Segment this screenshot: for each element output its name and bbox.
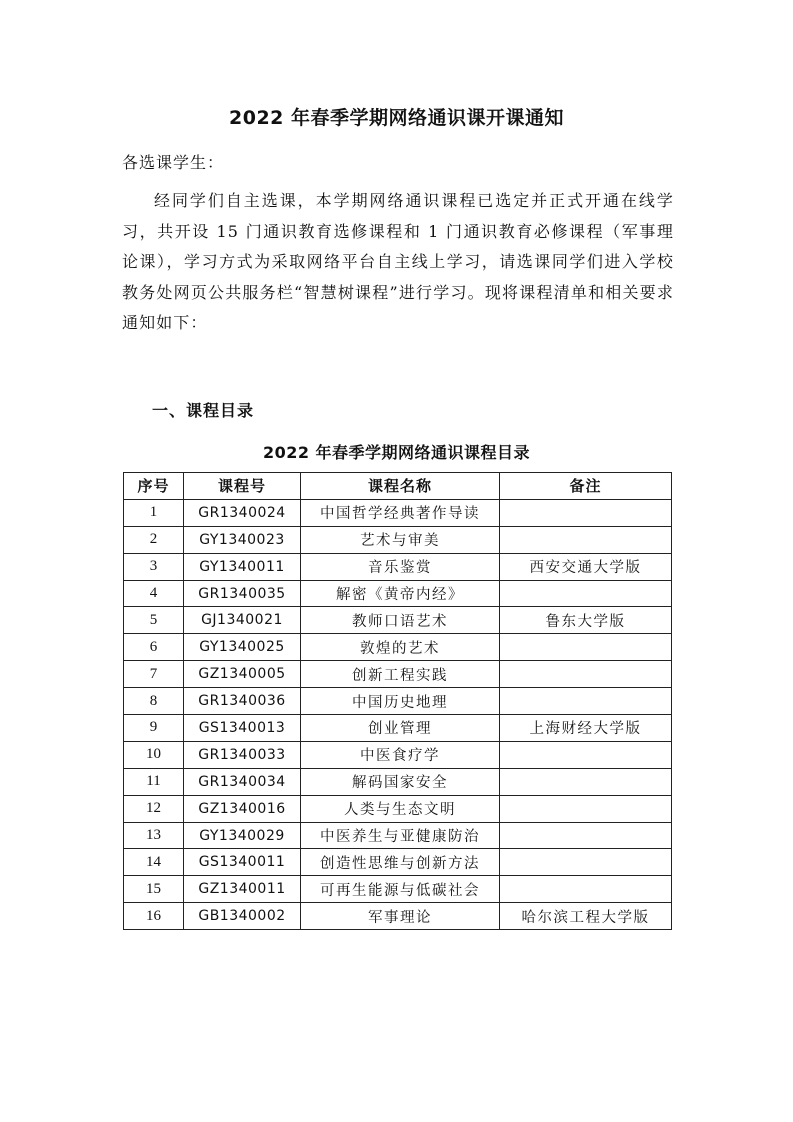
table-header-row <box>124 473 672 500</box>
cell-course-name: 创业管理 <box>301 715 500 742</box>
table-row <box>124 607 672 634</box>
cell-course-name: 军事理论 <box>301 903 500 930</box>
cell-note: 哈尔滨工程大学版 <box>500 903 672 930</box>
table-row <box>124 903 672 930</box>
cell-seq: 4 <box>124 580 184 607</box>
cell-course-code: GR1340036 <box>184 688 301 715</box>
cell-course-name: 创新工程实践 <box>301 661 500 688</box>
cell-seq: 12 <box>124 795 184 822</box>
cell-note <box>500 688 672 715</box>
table-row <box>124 526 672 553</box>
cell-seq: 6 <box>124 634 184 661</box>
cell-course-code: GZ1340005 <box>184 661 301 688</box>
table-row <box>124 553 672 580</box>
cell-course-name: 可再生能源与低碳社会 <box>301 876 500 903</box>
cell-seq: 2 <box>124 526 184 553</box>
cell-note <box>500 661 672 688</box>
table-row <box>124 822 672 849</box>
cell-note <box>500 876 672 903</box>
cell-note: 上海财经大学版 <box>500 715 672 742</box>
cell-course-code: GZ1340016 <box>184 795 301 822</box>
cell-seq: 8 <box>124 688 184 715</box>
cell-course-name: 敦煌的艺术 <box>301 634 500 661</box>
cell-course-name: 中国哲学经典著作导读 <box>301 499 500 526</box>
cell-course-name: 中医食疗学 <box>301 741 500 768</box>
table-row <box>124 661 672 688</box>
cell-course-name: 创造性思维与创新方法 <box>301 849 500 876</box>
cell-course-code: GB1340002 <box>184 903 301 930</box>
table-row <box>124 715 672 742</box>
cell-note: 鲁东大学版 <box>500 607 672 634</box>
cell-course-name: 教师口语艺术 <box>301 607 500 634</box>
cell-course-code: GR1340024 <box>184 499 301 526</box>
cell-seq: 5 <box>124 607 184 634</box>
cell-course-name: 解密《黄帝内经》 <box>301 580 500 607</box>
table-row <box>124 849 672 876</box>
cell-course-name: 人类与生态文明 <box>301 795 500 822</box>
table-row <box>124 580 672 607</box>
cell-seq: 3 <box>124 553 184 580</box>
cell-note <box>500 526 672 553</box>
document-title: 2022 年春季学期网络通识课开课通知 <box>229 107 564 129</box>
cell-seq: 13 <box>124 822 184 849</box>
cell-course-name: 解码国家安全 <box>301 768 500 795</box>
cell-course-code: GY1340023 <box>184 526 301 553</box>
header-seq: 序号 <box>124 473 184 500</box>
cell-course-code: GY1340025 <box>184 634 301 661</box>
section-heading-course-list: 一、课程目录 <box>152 401 255 420</box>
cell-course-name: 中医养生与亚健康防治 <box>301 822 500 849</box>
cell-course-code: GZ1340011 <box>184 876 301 903</box>
table-row <box>124 499 672 526</box>
table-row <box>124 741 672 768</box>
header-course-name: 课程名称 <box>301 473 500 500</box>
salutation: 各选课学生： <box>122 153 225 172</box>
course-table <box>123 472 672 930</box>
cell-seq: 15 <box>124 876 184 903</box>
cell-course-code: GY1340029 <box>184 822 301 849</box>
cell-course-code: GJ1340021 <box>184 607 301 634</box>
cell-seq: 16 <box>124 903 184 930</box>
cell-note <box>500 741 672 768</box>
cell-course-code: GR1340035 <box>184 580 301 607</box>
cell-course-code: GY1340011 <box>184 553 301 580</box>
table-caption: 2022 年春季学期网络通识课程目录 <box>262 443 531 462</box>
cell-note <box>500 499 672 526</box>
cell-course-name: 音乐鉴赏 <box>301 553 500 580</box>
cell-seq: 11 <box>124 768 184 795</box>
table-row <box>124 634 672 661</box>
cell-note <box>500 768 672 795</box>
cell-course-code: GR1340033 <box>184 741 301 768</box>
cell-seq: 7 <box>124 661 184 688</box>
cell-course-name: 中国历史地理 <box>301 688 500 715</box>
table-row <box>124 768 672 795</box>
table-row <box>124 795 672 822</box>
cell-note <box>500 580 672 607</box>
cell-seq: 10 <box>124 741 184 768</box>
body-paragraph: 经同学们自主选课，本学期网络通识课程已选定并正式开通在线学习，共开设 15 门通识教育选修课程和 1 门通识教育必修课程（军事理论课），学习方式为采取网络平台自主线上学习，请选课同学们进入学校教务处网页公共服务栏“智慧树课程”进行学习。现将课程清单和相关要求通知如下： <box>122 191 674 332</box>
header-course-code: 课程号 <box>184 473 301 500</box>
cell-note <box>500 822 672 849</box>
cell-note: 西安交通大学版 <box>500 553 672 580</box>
cell-course-code: GS1340011 <box>184 849 301 876</box>
cell-course-code: GR1340034 <box>184 768 301 795</box>
header-note: 备注 <box>500 473 672 500</box>
table-row <box>124 688 672 715</box>
cell-seq: 9 <box>124 715 184 742</box>
cell-note <box>500 849 672 876</box>
cell-note <box>500 634 672 661</box>
cell-seq: 14 <box>124 849 184 876</box>
cell-seq: 1 <box>124 499 184 526</box>
table-row <box>124 876 672 903</box>
cell-course-name: 艺术与审美 <box>301 526 500 553</box>
cell-course-code: GS1340013 <box>184 715 301 742</box>
cell-note <box>500 795 672 822</box>
